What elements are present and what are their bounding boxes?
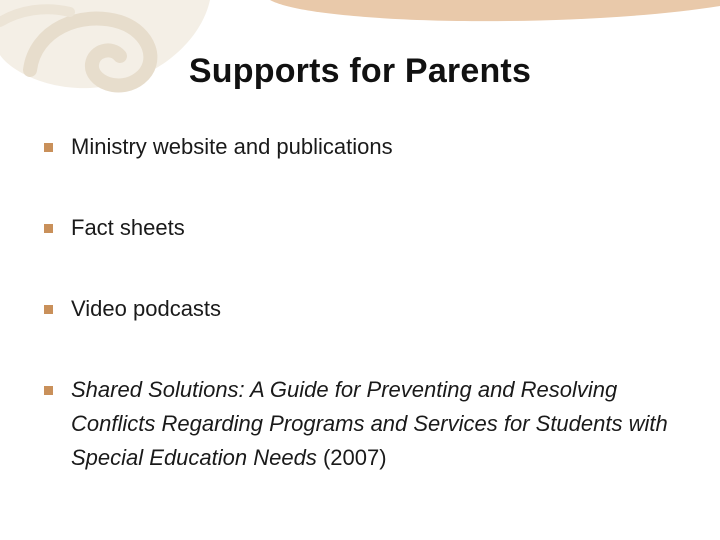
square-bullet-icon: [44, 143, 53, 152]
bullet-text: Ministry website and publications: [71, 134, 393, 159]
square-bullet-icon: [44, 224, 53, 233]
top-tan-band: [270, 0, 720, 21]
square-bullet-icon: [44, 305, 53, 314]
publication-year: (2007): [316, 445, 387, 470]
bullet-text: [71, 373, 681, 475]
publication-title: Shared Solutions: A Guide for Preventing and Resolving Conflicts Regarding Programs and Services for Students with Special Education Needs: [71, 377, 668, 470]
square-bullet-icon: [44, 386, 53, 395]
bullet-text: Video podcasts: [71, 296, 222, 321]
slide-title: Supports for Parents: [188, 52, 532, 90]
bullet-text: Fact sheets: [71, 215, 185, 240]
